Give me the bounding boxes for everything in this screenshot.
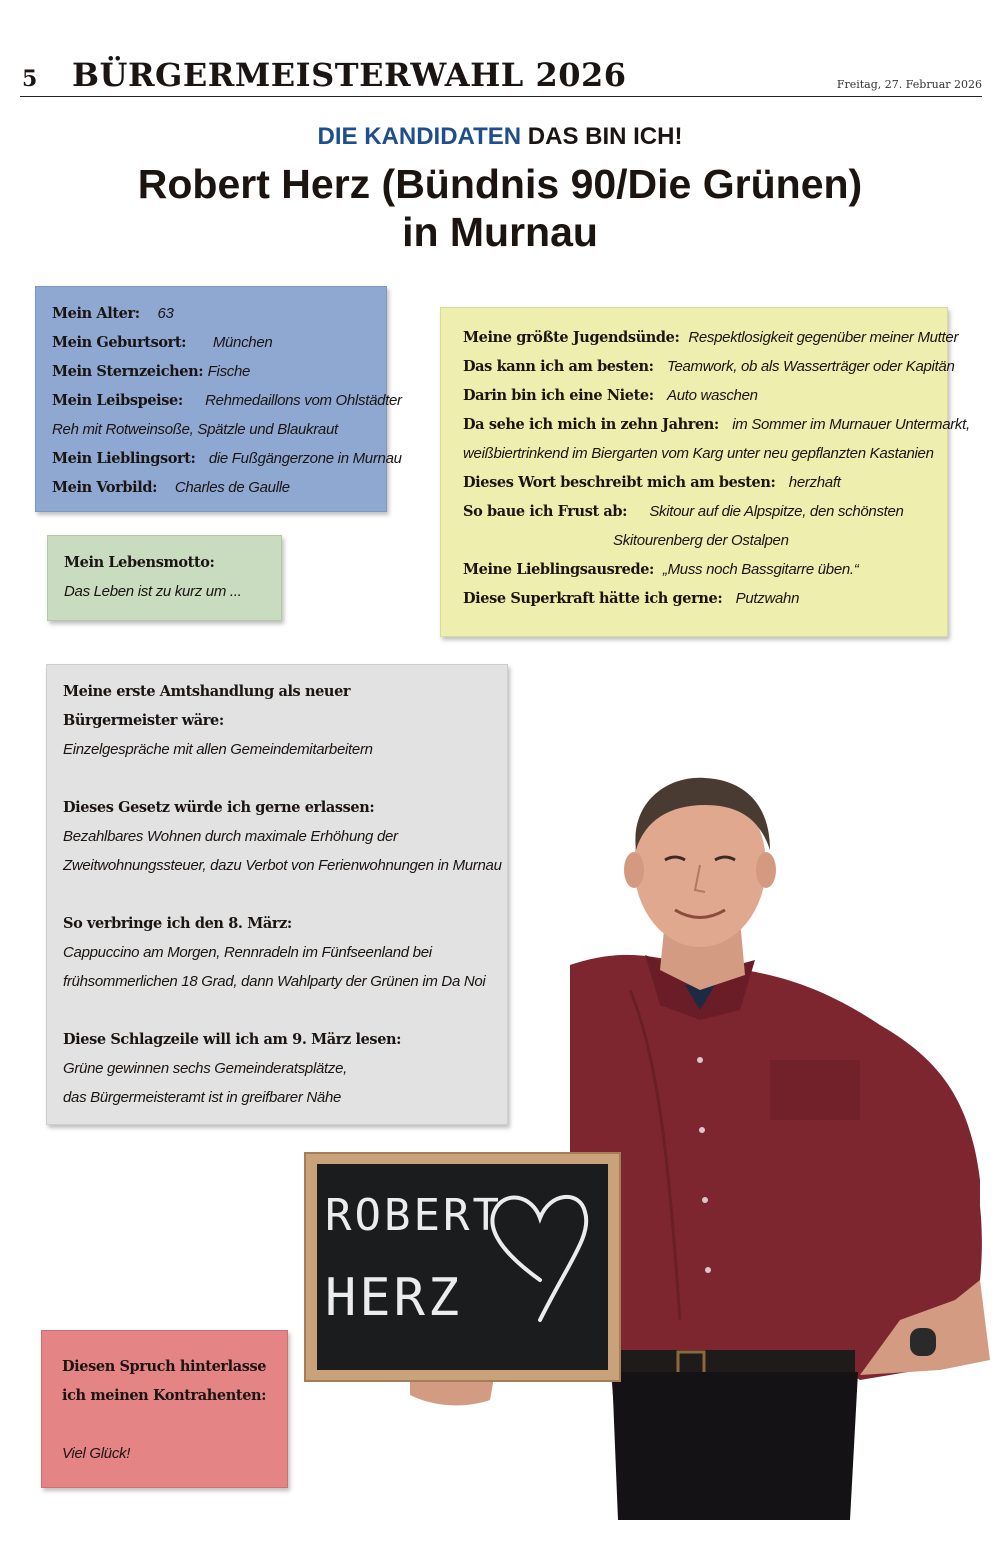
profile-role-model — [52, 473, 386, 502]
chalkboard — [305, 1153, 620, 1381]
kicker — [0, 123, 1000, 151]
motto-value — [64, 577, 281, 606]
candidate-photo — [300, 760, 990, 1520]
question: Meine größte Jugendsünde: — [463, 329, 680, 346]
kicker-blue: DIE KANDIDATEN — [317, 123, 522, 150]
answer: Teamwork, ob als Wasserträger oder Kapitän — [666, 358, 955, 375]
headline — [0, 160, 1000, 256]
fact-ten-years — [463, 410, 970, 439]
question: ich meinen Kontrahenten: — [62, 1387, 267, 1404]
question: Meine Lieblingsausrede: — [463, 561, 655, 578]
answer: die Fußgängerzone in Murnau — [208, 450, 402, 467]
question: Bürgermeister wäre: — [63, 712, 224, 729]
answer: Cappuccino am Morgen, Rennradeln im Fünfseenland bei — [63, 944, 432, 961]
saying-label-2 — [62, 1381, 287, 1410]
answer: 63 — [157, 305, 174, 322]
question: Mein Sternzeichen: — [52, 363, 204, 380]
answer: frühsommerlichen 18 Grad, dann Wahlparty der Grünen im Da Noi — [63, 973, 486, 990]
answer: das Bürgermeisteramt ist in greifbarer Nähe — [63, 1089, 342, 1106]
profile-box — [35, 286, 402, 512]
question: Diese Superkraft hätte ich gerne: — [463, 590, 723, 607]
fact-ten-years-cont — [463, 439, 947, 468]
section-title: BÜRGERMEISTERWAHL 2026 — [72, 56, 627, 94]
answer: herzhaft — [788, 474, 841, 491]
trousers — [612, 1372, 858, 1520]
watch — [910, 1328, 936, 1356]
question: Da sehe ich mich in zehn Jahren: — [463, 416, 719, 433]
question: So verbringe ich den 8. März: — [63, 915, 292, 932]
profile-zodiac — [52, 357, 386, 386]
answer: Zweitwohnungssteuer, dazu Verbot von Ferienwohnungen in Murnau — [63, 857, 502, 874]
answer: Putzwahn — [735, 590, 800, 607]
fact-excuse — [463, 555, 947, 584]
question: Mein Geburtsort: — [52, 334, 187, 351]
question: Mein Lieblingsort: — [52, 450, 196, 467]
spacer — [62, 1410, 287, 1439]
headline-line-2: in Murnau — [402, 209, 598, 255]
answer: Skitour auf die Alpspitze, den schönsten — [649, 503, 904, 520]
issue-date: Freitag, 27. Februar 2026 — [836, 78, 982, 91]
answer: Reh mit Rotweinsoße, Spätzle und Blaukraut — [52, 421, 338, 438]
facts-box — [440, 307, 970, 637]
fact-frustration — [463, 497, 947, 526]
question: Dieses Gesetz würde ich gerne erlassen: — [63, 799, 375, 816]
question: Dieses Wort beschreibt mich am besten: — [463, 474, 776, 491]
answer: „Muss noch Bassgitarre üben.“ — [662, 561, 859, 578]
plan-first-act-label — [63, 677, 507, 706]
question: Diese Schlagzeile will ich am 9. März lesen: — [63, 1031, 402, 1048]
answer: Einzelgespräche mit allen Gemeindemitarbeitern — [63, 741, 373, 758]
page-number: 5 — [22, 66, 38, 92]
answer: Bezahlbares Wohnen durch maximale Erhöhung der — [63, 828, 398, 845]
question: Mein Leibspeise: — [52, 392, 183, 409]
chalk-line-2: HERZ — [325, 1268, 463, 1328]
fact-word — [463, 468, 947, 497]
saying-value — [62, 1439, 287, 1468]
saying-label — [62, 1352, 287, 1381]
profile-age — [52, 299, 386, 328]
saying-box — [41, 1330, 288, 1488]
answer: Fische — [207, 363, 251, 380]
question: Darin bin ich eine Niete: — [463, 387, 654, 404]
answer: München — [212, 334, 273, 351]
question: Mein Vorbild: — [52, 479, 158, 496]
profile-birthplace — [52, 328, 386, 357]
plan-first-act-label-2 — [63, 706, 507, 735]
question: Meine erste Amtshandlung als neuer — [63, 683, 351, 700]
question: Mein Lebensmotto: — [64, 554, 215, 571]
kicker-dark: DAS BIN ICH! — [527, 123, 683, 150]
answer: Skitourenberg der Ostalpen — [613, 532, 789, 549]
motto-box — [47, 535, 282, 621]
answer: Charles de Gaulle — [174, 479, 290, 496]
motto-label — [64, 548, 281, 577]
answer: Auto waschen — [667, 387, 758, 404]
question: Das kann ich am besten: — [463, 358, 654, 375]
answer: weißbiertrinkend im Biergarten vom Karg unter neu gepflanzten Kastanien — [463, 445, 934, 462]
answer: Viel Glück! — [62, 1445, 131, 1462]
header-rule — [20, 96, 982, 97]
question: So baue ich Frust ab: — [463, 503, 628, 520]
fact-superpower — [463, 584, 947, 613]
answer: Grüne gewinnen sechs Gemeinderatsplätze, — [63, 1060, 348, 1077]
profile-dish-cont — [52, 415, 386, 444]
fact-weakness — [463, 381, 947, 410]
profile-dish — [52, 386, 402, 415]
answer: Rehmedaillons vom Ohlstädter — [205, 392, 402, 409]
answer: im Sommer im Murnauer Untermarkt, — [732, 416, 970, 433]
fact-best — [463, 352, 955, 381]
headline-line-1: Robert Herz (Bündnis 90/Die Grünen) — [137, 161, 863, 207]
answer: Respektlosigkeit gegenüber meiner Mutter — [688, 329, 959, 346]
fact-jugendsuende — [463, 323, 959, 352]
answer: Das Leben ist zu kurz um ... — [64, 583, 242, 600]
fact-frustration-cont — [463, 526, 947, 555]
profile-favorite-place — [52, 444, 402, 473]
chalk-line-1: ROBERT — [325, 1190, 502, 1241]
question: Diesen Spruch hinterlasse — [62, 1358, 267, 1375]
question: Mein Alter: — [52, 305, 140, 322]
